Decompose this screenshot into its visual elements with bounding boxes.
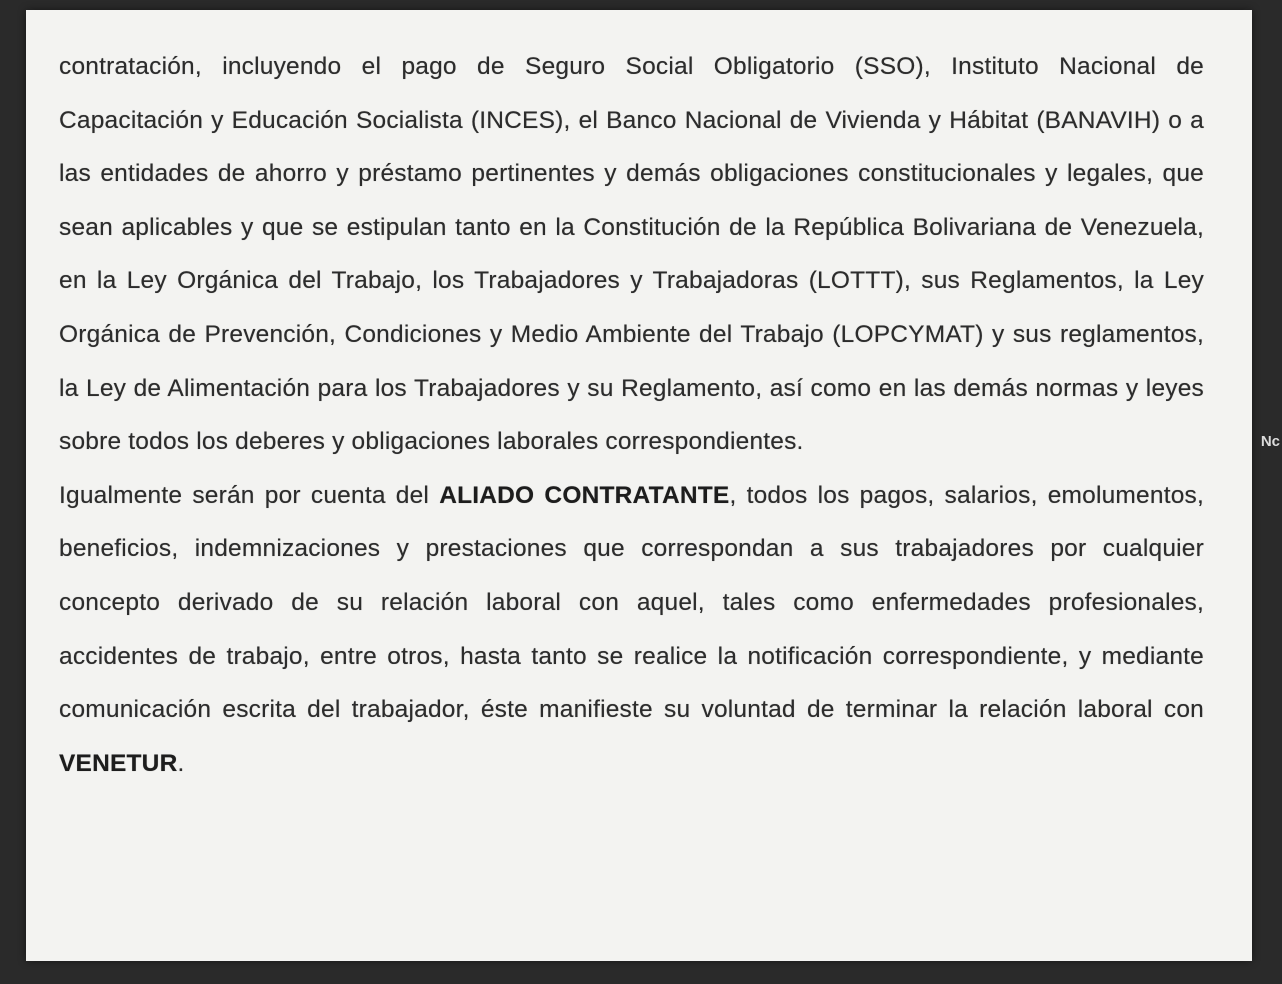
paragraph-2-bold-aliado: ALIADO CONTRATANTE [439,481,730,509]
paragraph-1: contratación, incluyendo el pago de Seguro Social Obligatorio (SSO), Instituto Nacional de Capacitación y Educación Socialista (INCES), el Banco Nacional de Vivienda y Hábitat (BANAVIH) o a las entidades de ahorro y préstamo pertinentes y demás obligaciones constitucionales y legales, que sean aplicables y que se estipulan tanto en la Constitución de la República Bolivariana de Venezuela, en la Ley Orgánica del Trabajo, los Trabajadores y Trabajadoras (LOTTT), sus Reglamentos, la Ley Orgánica de Prevención, Condiciones y Medio Ambiente del Trabajo (LOPCYMAT) y sus reglamentos, la Ley de Alimentación para los Trabajadores y su Reglamento, así como en las demás normas y leyes sobre todos los deberes y obligaciones laborales correspondientes. [59,53,1204,456]
scanned-page [26,10,1252,961]
paragraph-2 [59,469,1204,791]
paragraph-2-text-end: . [177,749,185,777]
page-body-text [59,40,1204,790]
paragraph-2-text-middle: , todos los pagos, salarios, emolumentos, beneficios, indemnizaciones y prestaciones que correspondan a sus trabajadores por cualquier concepto derivado de su relación laboral con aquel, tales como enfermedades profesionales, accidentes de trabajo, entre otros, hasta tanto se realice la notificación correspondiente, y mediante comunicación escrita del trabajador, éste manifieste su voluntad de terminar la relación laboral con [59,481,1204,724]
background-ui-fragment: Nc [1260,433,1280,450]
paragraph-2-bold-venetur: VENETUR [59,749,178,777]
paragraph-2-text-start: Igualmente serán por cuenta del [59,481,440,509]
